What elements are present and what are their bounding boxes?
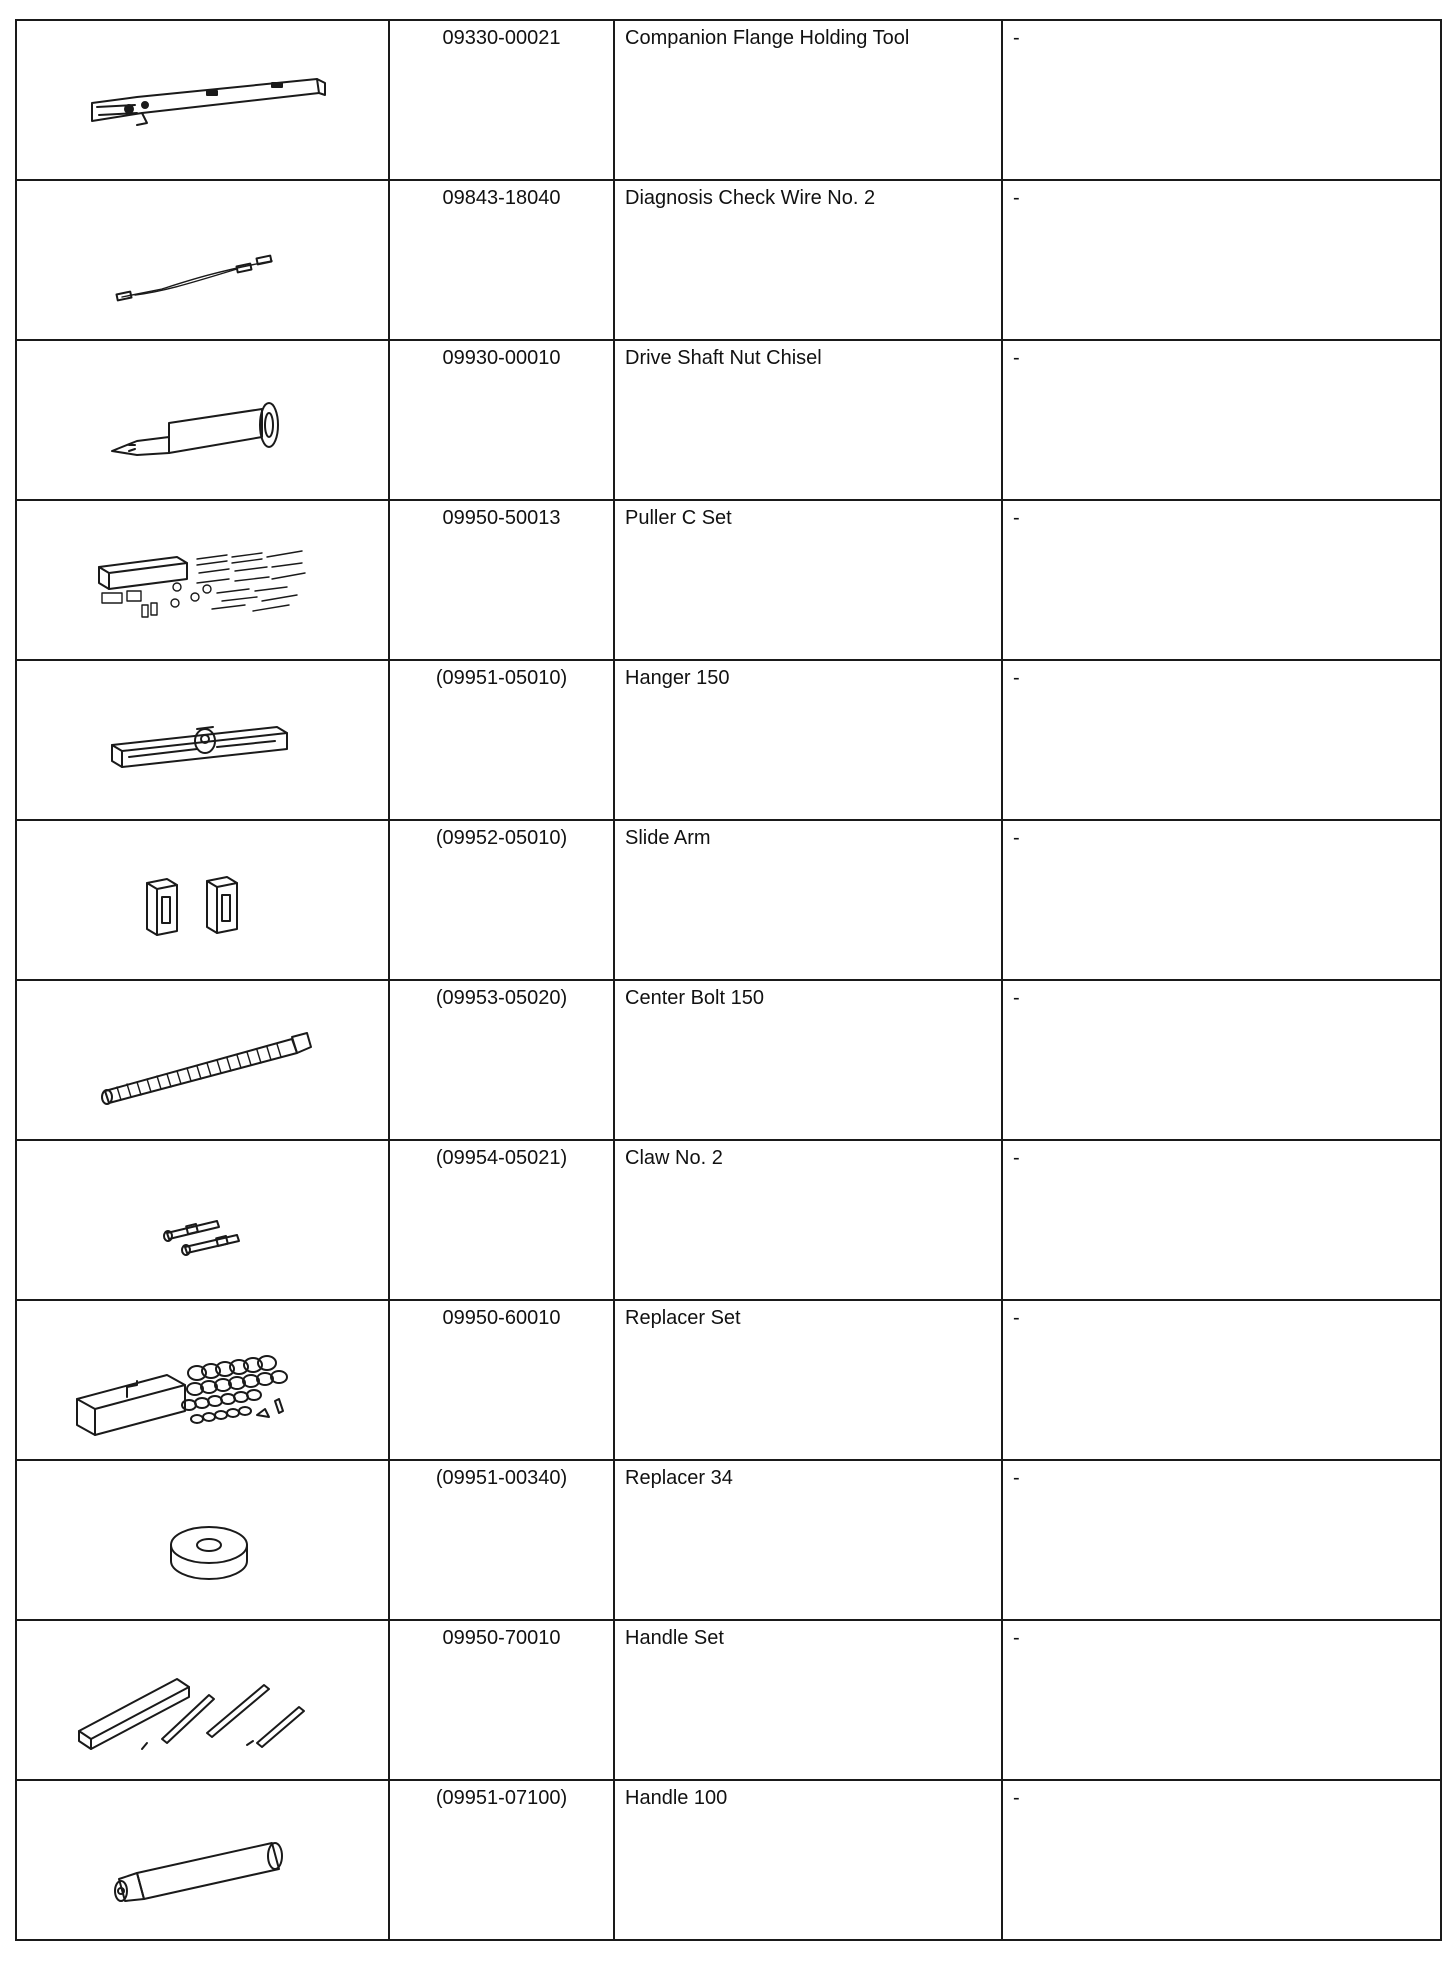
- table-row: [16, 660, 1441, 820]
- hanger-icon: [17, 661, 388, 819]
- tool-illustration-cell: [16, 500, 389, 660]
- tool-remark: -: [1013, 1307, 1020, 1329]
- part-number: 09950-70010: [442, 1627, 561, 1649]
- table-row: [16, 20, 1441, 180]
- slide-arm-icon: [17, 821, 388, 979]
- handle-icon: [17, 1781, 388, 1939]
- table-row: [16, 340, 1441, 500]
- tool-name: Slide Arm: [625, 827, 711, 849]
- tool-illustration-cell: [16, 820, 389, 980]
- table-row: [16, 980, 1441, 1140]
- tool-remark: -: [1013, 667, 1020, 689]
- tool-name: Replacer 34: [625, 1467, 733, 1489]
- tool-illustration-cell: [16, 980, 389, 1140]
- drive-shaft-nut-chisel-icon: [17, 341, 388, 499]
- table-row: [16, 500, 1441, 660]
- tool-remark: -: [1013, 187, 1020, 209]
- special-service-tools-table: [15, 19, 1442, 1941]
- replacer-ring-icon: [17, 1461, 388, 1619]
- claw-icon: [17, 1141, 388, 1299]
- tool-name: Diagnosis Check Wire No. 2: [625, 187, 876, 209]
- tool-remark: -: [1013, 1787, 1020, 1809]
- replacer-set-icon: [17, 1301, 388, 1459]
- table-row: [16, 1620, 1441, 1780]
- tool-name: Handle Set: [625, 1627, 724, 1649]
- tool-remark: -: [1013, 827, 1020, 849]
- handle-set-icon: [17, 1621, 388, 1779]
- table-row: [16, 1300, 1441, 1460]
- diagnosis-check-wire-icon: [17, 181, 388, 339]
- tool-name: Replacer Set: [625, 1307, 741, 1329]
- part-number: 09950-50013: [442, 507, 561, 529]
- part-number: 09930-00010: [442, 347, 561, 369]
- part-number: 09843-18040: [442, 187, 561, 209]
- puller-c-set-icon: [17, 501, 388, 659]
- part-number: (09951-07100): [435, 1787, 568, 1809]
- table-row: [16, 1460, 1441, 1620]
- tool-name: Drive Shaft Nut Chisel: [625, 347, 822, 369]
- center-bolt-icon: [17, 981, 388, 1139]
- tool-illustration-cell: [16, 1460, 389, 1620]
- tool-remark: -: [1013, 27, 1020, 49]
- tool-name: Handle 100: [625, 1787, 728, 1809]
- tool-illustration-cell: [16, 20, 389, 180]
- tool-illustration-cell: [16, 660, 389, 820]
- table-row: [16, 820, 1441, 980]
- part-number: (09951-00340): [435, 1467, 568, 1489]
- part-number: (09953-05020): [435, 987, 568, 1009]
- tool-remark: -: [1013, 1467, 1020, 1489]
- tool-remark: -: [1013, 987, 1020, 1009]
- tool-name: Center Bolt 150: [625, 987, 764, 1009]
- part-number: (09952-05010): [435, 827, 568, 849]
- tool-illustration-cell: [16, 180, 389, 340]
- tool-name: Companion Flange Holding Tool: [625, 27, 910, 49]
- tool-remark: -: [1013, 1627, 1020, 1649]
- tool-name: Claw No. 2: [625, 1147, 723, 1169]
- tool-illustration-cell: [16, 1140, 389, 1300]
- tool-illustration-cell: [16, 1780, 389, 1940]
- tool-illustration-cell: [16, 1620, 389, 1780]
- tool-illustration-cell: [16, 1300, 389, 1460]
- table-row: [16, 1780, 1441, 1940]
- companion-flange-holding-tool-icon: [17, 21, 388, 179]
- tool-remark: -: [1013, 1147, 1020, 1169]
- tool-name: Hanger 150: [625, 667, 730, 689]
- tool-remark: -: [1013, 347, 1020, 369]
- part-number: (09951-05010): [435, 667, 568, 689]
- tool-name: Puller C Set: [625, 507, 732, 529]
- table-row: [16, 1140, 1441, 1300]
- tool-remark: -: [1013, 507, 1020, 529]
- part-number: 09950-60010: [442, 1307, 561, 1329]
- part-number: (09954-05021): [435, 1147, 568, 1169]
- tool-illustration-cell: [16, 340, 389, 500]
- part-number: 09330-00021: [442, 27, 561, 49]
- table-row: [16, 180, 1441, 340]
